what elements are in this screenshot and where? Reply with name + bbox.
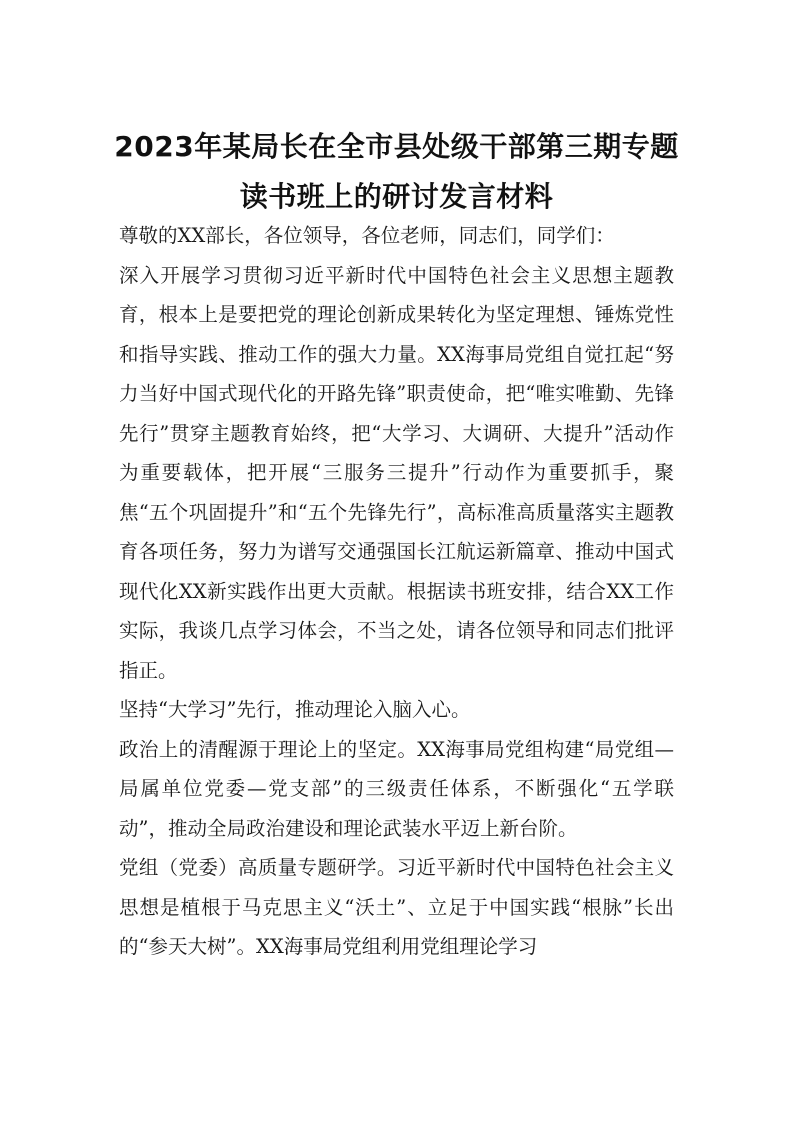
body-paragraph: 政治上的清醒源于理论上的坚定。XX海事局党组构建“局党组—局属单位党委—党支部”的三级责任体系，不断强化“五学联动”，推动全局政治建设和理论武装水平迈上新台阶。 [119, 737, 674, 840]
document-title: 2023年某局长在全市县处级干部第三期专题读书班上的研讨发言材料 [114, 130, 679, 213]
document-body [119, 216, 674, 967]
section-heading: 坚持“大学习”先行，推动理论入脑入心。 [119, 698, 471, 721]
body-paragraph: 深入开展学习贯彻习近平新时代中国特色社会主义思想主题教育，根本上是要把党的理论创新成果转化为坚定理想、锤炼党性和指导实践、推动工作的强大力量。XX海事局党组自觉扛起“努力当好中国式现代化的开路先锋”职责使命，把“唯实唯勤、先锋先行”贯穿主题教育始终，把“大学习、大调研、大提升”活动作为重要载体，把开展“三服务三提升”行动作为重要抓手，聚焦“五个巩固提升”和“五个先锋先行”，高标准高质量落实主题教育各项任务，努力为谱写交通强国长江航运新篇章、推动中国式现代化XX新实践作出更大贡献。根据读书班安排，结合XX工作实际，我谈几点学习体会，不当之处，请各位领导和同志们批评指正。 [119, 263, 674, 682]
body-paragraph: 党组（党委）高质量专题研学。习近平新时代中国特色社会主义思想是植根于马克思主义“沃土”、立足于中国实践“根脉”长出的“参天大树”。XX海事局党组利用党组理论学习 [119, 856, 674, 958]
salutation-paragraph: 尊敬的XX部长，各位领导，各位老师，同志们，同学们： [119, 224, 615, 247]
